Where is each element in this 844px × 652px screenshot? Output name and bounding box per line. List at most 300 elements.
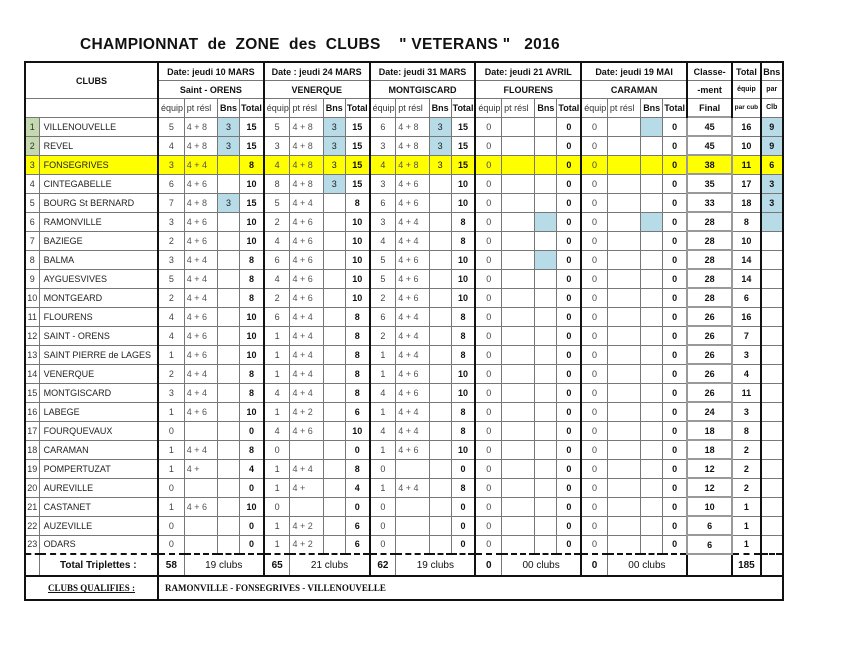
- totals-count: 0: [581, 554, 607, 576]
- teams-count: 0: [475, 155, 501, 174]
- round-total: 0: [451, 516, 475, 535]
- bonus-cell: [429, 402, 451, 421]
- round-total: 0: [557, 326, 581, 345]
- total-teams: 2: [732, 459, 760, 478]
- round-total: 15: [451, 136, 475, 155]
- total-teams: 6: [732, 288, 760, 307]
- table-row: [25, 193, 783, 212]
- teams-count: 1: [264, 402, 290, 421]
- teams-count: 0: [581, 326, 607, 345]
- points-result: [502, 402, 535, 421]
- total-teams: 7: [732, 326, 760, 345]
- round-total: 0: [557, 516, 581, 535]
- teams-count: 1: [370, 478, 396, 497]
- teams-count: 3: [158, 383, 184, 402]
- teams-count: 0: [581, 421, 607, 440]
- round-total: 8: [240, 288, 264, 307]
- round-total: 15: [345, 136, 369, 155]
- club-name: FONSEGRIVES: [39, 155, 158, 174]
- round-total: 15: [240, 117, 264, 136]
- final-ranking-score: 33: [687, 193, 732, 212]
- round-total: 10: [345, 269, 369, 288]
- totals-clubs: 00 clubs: [502, 554, 582, 576]
- points-result: [502, 288, 535, 307]
- bonus-cell: [323, 326, 345, 345]
- final-ranking-score: 28: [687, 212, 732, 231]
- round-total: 8: [345, 307, 369, 326]
- points-result: 4 + 2: [290, 535, 323, 554]
- bonus-cell: [641, 155, 663, 174]
- club-bonus: [761, 326, 783, 345]
- round-total: 10: [240, 402, 264, 421]
- round-total: 0: [557, 117, 581, 136]
- total-teams: 17: [732, 174, 760, 193]
- total-teams: 1: [732, 535, 760, 554]
- teams-count: 0: [581, 535, 607, 554]
- bonus-cell: [217, 269, 239, 288]
- rank-cell: 22: [25, 516, 39, 535]
- round-total: 0: [240, 478, 264, 497]
- final-ranking-score: 45: [687, 136, 732, 155]
- table-row: [25, 155, 783, 174]
- round-total: 0: [663, 364, 687, 383]
- round-total: 8: [451, 345, 475, 364]
- round-date: Date : jeudi 24 MARS: [264, 62, 370, 81]
- bonus-cell: [535, 402, 557, 421]
- round-total: 0: [557, 231, 581, 250]
- rank-cell: 11: [25, 307, 39, 326]
- bonus-cell: [535, 459, 557, 478]
- round-total: 10: [451, 193, 475, 212]
- sub-bns: Bns: [535, 99, 557, 118]
- round-total: 0: [557, 421, 581, 440]
- bonus-cell: [535, 117, 557, 136]
- teams-count: 0: [475, 478, 501, 497]
- teams-count: 0: [581, 440, 607, 459]
- bonus-cell: [323, 364, 345, 383]
- bonus-cell: [217, 478, 239, 497]
- qualified-label: CLUBS QUALIFIES :: [25, 576, 158, 600]
- teams-count: 0: [475, 421, 501, 440]
- teams-count: 2: [158, 288, 184, 307]
- club-bonus: [761, 478, 783, 497]
- club-name: AUREVILLE: [39, 478, 158, 497]
- teams-count: 0: [475, 459, 501, 478]
- round-total: 10: [345, 421, 369, 440]
- round-total: 0: [663, 193, 687, 212]
- bonus-cell: [641, 193, 663, 212]
- round-total: 10: [451, 250, 475, 269]
- club-name: CINTEGABELLE: [39, 174, 158, 193]
- round-total: 0: [663, 402, 687, 421]
- teams-count: 0: [475, 535, 501, 554]
- table-row: [25, 516, 783, 535]
- points-result: [502, 117, 535, 136]
- points-result: [607, 497, 640, 516]
- table-row: [25, 288, 783, 307]
- rank-cell: 13: [25, 345, 39, 364]
- round-total: 0: [663, 136, 687, 155]
- bonus-cell: 3: [323, 155, 345, 174]
- rank-cell: 3: [25, 155, 39, 174]
- round-total: 6: [345, 402, 369, 421]
- bonus-cell: [429, 212, 451, 231]
- rank-cell: 12: [25, 326, 39, 345]
- points-result: [502, 364, 535, 383]
- teams-count: 5: [370, 269, 396, 288]
- club-bonus: [761, 402, 783, 421]
- points-result: 4 + 6: [396, 269, 429, 288]
- table-row: [25, 212, 783, 231]
- round-total: 0: [557, 212, 581, 231]
- round-total: 0: [345, 497, 369, 516]
- round-total: 15: [345, 155, 369, 174]
- club-name: POMPERTUZAT: [39, 459, 158, 478]
- rank-cell: 7: [25, 231, 39, 250]
- teams-count: 1: [264, 535, 290, 554]
- bonus-cell: [323, 269, 345, 288]
- points-result: 4 + 4: [396, 326, 429, 345]
- teams-count: 0: [581, 383, 607, 402]
- teams-count: 2: [370, 288, 396, 307]
- bonus-cell: [641, 117, 663, 136]
- rank-cell: 5: [25, 193, 39, 212]
- teams-count: 4: [264, 383, 290, 402]
- teams-count: 0: [370, 516, 396, 535]
- final-ranking-score: 26: [687, 345, 732, 364]
- teams-count: 0: [264, 497, 290, 516]
- points-result: [396, 535, 429, 554]
- bonus-cell: [535, 250, 557, 269]
- total-equip-header: Total: [732, 62, 760, 81]
- totals-classement-blank: [687, 554, 732, 576]
- bonus-cell: [641, 440, 663, 459]
- club-name: MONTGEARD: [39, 288, 158, 307]
- final-ranking-score: 28: [687, 269, 732, 288]
- table-row: [25, 117, 783, 136]
- round-total: 0: [557, 478, 581, 497]
- final-ranking-score: 26: [687, 364, 732, 383]
- bonus-cell: [641, 535, 663, 554]
- bonus-cell: [535, 345, 557, 364]
- round-total: 0: [451, 459, 475, 478]
- points-result: [607, 535, 640, 554]
- rank-cell: 16: [25, 402, 39, 421]
- round-total: 10: [240, 307, 264, 326]
- points-result: [502, 155, 535, 174]
- clubs-header: CLUBS: [25, 62, 158, 99]
- club-name: LABEGE: [39, 402, 158, 421]
- points-result: 4 + 4: [184, 155, 217, 174]
- points-result: [502, 212, 535, 231]
- round-total: 8: [240, 155, 264, 174]
- bonus-cell: 3: [429, 136, 451, 155]
- round-total: 8: [345, 326, 369, 345]
- totals-row: [25, 554, 783, 576]
- round-total: 8: [240, 364, 264, 383]
- bonus-cell: [535, 269, 557, 288]
- totals-clubs: 19 clubs: [184, 554, 264, 576]
- totals-label: Total Triplettes :: [39, 554, 158, 576]
- round-total: 0: [663, 288, 687, 307]
- round-total: 0: [663, 459, 687, 478]
- total-teams: 14: [732, 269, 760, 288]
- final-ranking-score: 24: [687, 402, 732, 421]
- bonus-cell: [535, 478, 557, 497]
- round-total: 15: [345, 174, 369, 193]
- sub-pt-resl: pt résl: [290, 99, 323, 118]
- rank-cell: 8: [25, 250, 39, 269]
- bonus-cell: [641, 383, 663, 402]
- round-total: 8: [451, 212, 475, 231]
- teams-count: 3: [158, 212, 184, 231]
- round-total: 0: [557, 288, 581, 307]
- points-result: 4 + 4: [396, 212, 429, 231]
- teams-count: 0: [475, 231, 501, 250]
- points-result: [396, 497, 429, 516]
- table-row: [25, 497, 783, 516]
- points-result: [607, 326, 640, 345]
- bonus-cell: [323, 497, 345, 516]
- bonus-cell: [323, 516, 345, 535]
- club-bonus: [761, 516, 783, 535]
- final-ranking-score: 45: [687, 117, 732, 136]
- points-result: 4 + 8: [290, 136, 323, 155]
- bonus-cell: [641, 231, 663, 250]
- club-name: VENERQUE: [39, 364, 158, 383]
- round-venue: MONTGISCARD: [370, 81, 476, 99]
- round-total: 0: [663, 345, 687, 364]
- points-result: 4 + 2: [290, 516, 323, 535]
- bonus-cell: [641, 250, 663, 269]
- round-total: 15: [451, 155, 475, 174]
- club-name: AYGUESVIVES: [39, 269, 158, 288]
- round-total: 0: [557, 440, 581, 459]
- teams-count: 0: [581, 288, 607, 307]
- teams-count: 0: [475, 136, 501, 155]
- total-equip-header: par cub: [732, 99, 760, 118]
- final-ranking-score: 18: [687, 440, 732, 459]
- club-bonus: [761, 212, 783, 231]
- round-total: 0: [663, 212, 687, 231]
- teams-count: 1: [264, 478, 290, 497]
- teams-count: 2: [158, 231, 184, 250]
- club-bonus: [761, 269, 783, 288]
- total-teams: 11: [732, 155, 760, 174]
- round-total: 10: [240, 345, 264, 364]
- teams-count: 1: [264, 516, 290, 535]
- sub-equip: équip: [370, 99, 396, 118]
- bonus-cell: [641, 307, 663, 326]
- teams-count: 0: [581, 364, 607, 383]
- club-bonus: [761, 345, 783, 364]
- points-result: [607, 364, 640, 383]
- points-result: [502, 478, 535, 497]
- rank-cell: 9: [25, 269, 39, 288]
- points-result: 4 + 4: [290, 345, 323, 364]
- round-total: 0: [557, 250, 581, 269]
- totals-count: 0: [475, 554, 501, 576]
- round-total: 0: [557, 535, 581, 554]
- teams-count: 3: [158, 155, 184, 174]
- teams-count: 3: [370, 174, 396, 193]
- bonus-cell: [535, 326, 557, 345]
- bonus-cell: [217, 345, 239, 364]
- bonus-cell: [641, 364, 663, 383]
- bonus-cell: [217, 516, 239, 535]
- round-total: 10: [345, 250, 369, 269]
- header-sub-row: [25, 99, 783, 118]
- table-row: [25, 383, 783, 402]
- round-total: 0: [345, 440, 369, 459]
- points-result: [290, 497, 323, 516]
- bonus-cell: [535, 383, 557, 402]
- bonus-cell: [535, 193, 557, 212]
- teams-count: 0: [475, 345, 501, 364]
- round-total: 0: [557, 174, 581, 193]
- bonus-cell: [535, 421, 557, 440]
- round-total: 8: [345, 383, 369, 402]
- teams-count: 1: [158, 497, 184, 516]
- bns-club-header: par: [761, 81, 783, 99]
- teams-count: 0: [475, 516, 501, 535]
- round-total: 15: [240, 136, 264, 155]
- sub-equip: équip: [475, 99, 501, 118]
- points-result: 4 + 6: [184, 174, 217, 193]
- teams-count: 5: [264, 193, 290, 212]
- bonus-cell: [217, 231, 239, 250]
- points-result: [607, 193, 640, 212]
- round-total: 10: [451, 269, 475, 288]
- bonus-cell: 3: [323, 174, 345, 193]
- round-total: 0: [663, 421, 687, 440]
- round-date: Date: jeudi 10 MARS: [158, 62, 264, 81]
- bonus-cell: [641, 269, 663, 288]
- teams-count: 0: [158, 478, 184, 497]
- teams-count: 1: [370, 364, 396, 383]
- points-result: [607, 478, 640, 497]
- points-result: 4 + 8: [290, 155, 323, 174]
- bonus-cell: [429, 288, 451, 307]
- points-result: 4 + 4: [184, 288, 217, 307]
- rank-cell: 1: [25, 117, 39, 136]
- club-name: BOURG St BERNARD: [39, 193, 158, 212]
- teams-count: 4: [264, 155, 290, 174]
- points-result: 4 + 4: [290, 307, 323, 326]
- totals-count: 65: [264, 554, 290, 576]
- points-result: 4 + 6: [396, 440, 429, 459]
- round-total: 0: [663, 478, 687, 497]
- club-name: SAINT - ORENS: [39, 326, 158, 345]
- club-name: BALMA: [39, 250, 158, 269]
- club-bonus: [761, 497, 783, 516]
- teams-count: 0: [581, 174, 607, 193]
- final-ranking-score: 28: [687, 250, 732, 269]
- final-ranking-score: 18: [687, 421, 732, 440]
- teams-count: 4: [370, 231, 396, 250]
- round-total: 0: [557, 136, 581, 155]
- final-ranking-score: 35: [687, 174, 732, 193]
- standings-table: [24, 61, 784, 601]
- totals-clubs: 19 clubs: [396, 554, 476, 576]
- points-result: 4 + 6: [290, 421, 323, 440]
- teams-count: 0: [475, 269, 501, 288]
- points-result: 4 + 6: [396, 288, 429, 307]
- round-total: 8: [240, 383, 264, 402]
- round-total: 8: [451, 421, 475, 440]
- final-ranking-score: 26: [687, 326, 732, 345]
- sub-pt-resl: pt résl: [396, 99, 429, 118]
- teams-count: 1: [370, 345, 396, 364]
- points-result: 4 + 4: [396, 402, 429, 421]
- bonus-cell: 3: [217, 193, 239, 212]
- sub-total: Total: [663, 99, 687, 118]
- total-teams: 1: [732, 516, 760, 535]
- teams-count: 0: [475, 497, 501, 516]
- bonus-cell: [535, 174, 557, 193]
- round-total: 8: [451, 478, 475, 497]
- teams-count: 1: [264, 364, 290, 383]
- final-ranking-score: 28: [687, 231, 732, 250]
- round-total: 4: [345, 478, 369, 497]
- bonus-cell: [217, 174, 239, 193]
- total-teams: 1: [732, 497, 760, 516]
- bonus-cell: [217, 364, 239, 383]
- teams-count: 0: [475, 402, 501, 421]
- teams-count: 0: [581, 250, 607, 269]
- teams-count: 4: [370, 383, 396, 402]
- round-total: 0: [557, 383, 581, 402]
- round-total: 15: [240, 193, 264, 212]
- points-result: [502, 269, 535, 288]
- club-name: SAINT PIERRE de LAGES: [39, 345, 158, 364]
- rank-cell: 15: [25, 383, 39, 402]
- points-result: [607, 383, 640, 402]
- round-total: 8: [345, 345, 369, 364]
- total-teams: 3: [732, 345, 760, 364]
- points-result: 4 + 6: [184, 307, 217, 326]
- rank-cell: 4: [25, 174, 39, 193]
- table-row: [25, 174, 783, 193]
- round-total: 0: [663, 440, 687, 459]
- points-result: [607, 231, 640, 250]
- round-total: 10: [451, 174, 475, 193]
- teams-count: 0: [581, 307, 607, 326]
- table-row: [25, 269, 783, 288]
- total-teams: 10: [732, 136, 760, 155]
- points-result: 4 + 8: [290, 174, 323, 193]
- table-row: [25, 402, 783, 421]
- total-teams: 11: [732, 383, 760, 402]
- bonus-cell: [323, 421, 345, 440]
- points-result: [502, 193, 535, 212]
- teams-count: 6: [370, 193, 396, 212]
- round-venue: CARAMAN: [581, 81, 687, 99]
- points-result: [502, 497, 535, 516]
- points-result: [502, 307, 535, 326]
- teams-count: 1: [264, 345, 290, 364]
- points-result: [502, 345, 535, 364]
- teams-count: 1: [158, 345, 184, 364]
- final-ranking-score: 26: [687, 307, 732, 326]
- rank-cell: 21: [25, 497, 39, 516]
- bonus-cell: [535, 440, 557, 459]
- bonus-cell: [323, 535, 345, 554]
- rank-cell: 18: [25, 440, 39, 459]
- bns-club-header: Bns: [761, 62, 783, 81]
- teams-count: 6: [158, 174, 184, 193]
- round-total: 0: [557, 459, 581, 478]
